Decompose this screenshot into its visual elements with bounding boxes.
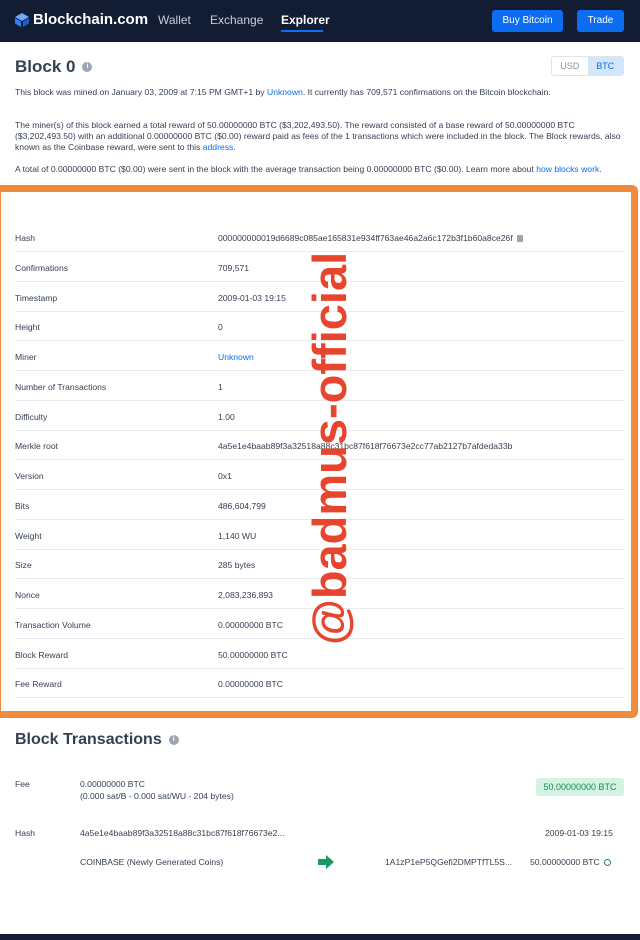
detail-row <box>15 668 624 698</box>
globe-icon <box>604 859 611 866</box>
detail-key: Number of Transactions <box>15 382 107 392</box>
detail-value: 0.00000000 BTC <box>218 679 283 689</box>
summary-text: This block was mined on January 03, 2009 at 7:15 PM GMT+1 by <box>15 87 267 97</box>
detail-value: 1,140 WU <box>218 531 257 541</box>
detail-key: Bits <box>15 501 30 511</box>
detail-key: Difficulty <box>15 412 48 422</box>
nav-link-explorer[interactable]: Explorer <box>281 13 330 27</box>
summary-text: A total of 0.00000000 BTC ($0.00) were sent in the block with the average transaction being 0.00000000 BTC ($0.00). Learn more about <box>15 164 537 174</box>
watermark-text: @badmus-official <box>303 251 356 645</box>
detail-value: 0x1 <box>218 471 232 481</box>
section-title: Block Transactions <box>15 731 162 748</box>
footer-bar <box>0 934 640 940</box>
detail-value: 1.00 <box>218 412 235 422</box>
detail-row-hash <box>15 222 624 252</box>
detail-value: 709,571 <box>218 263 250 273</box>
buy-bitcoin-button[interactable]: Buy Bitcoin <box>492 10 563 32</box>
info-icon[interactable]: i <box>169 735 179 745</box>
nav-link-wallet[interactable]: Wallet <box>158 13 191 27</box>
block-transactions-heading <box>15 731 179 749</box>
active-tab-indicator <box>281 30 323 32</box>
logo[interactable] <box>15 11 148 28</box>
summary-text: The miner(s) of this block earned a total reward of 50.00000000 BTC ($3,202,493.50). The reward consisted of a base reward of 50.00000000 BTC ($3,202,493.50) with an additional 0.00000000 BTC ($0.00) reward paid as fees of the 1 transactions which were included in the block. The Block rewards, also known as the Coinbase reward, were sent to this <box>15 120 621 152</box>
logo-text: Blockchain.com <box>33 11 149 28</box>
summary-text: . <box>233 142 236 152</box>
address-link[interactable]: address <box>202 142 234 152</box>
detail-key: Timestamp <box>15 293 58 303</box>
total-amount-badge: 50.00000000 BTC <box>536 778 624 796</box>
detail-key: Size <box>15 560 32 570</box>
how-blocks-work-link[interactable]: how blocks work <box>536 164 600 174</box>
trade-button[interactable]: Trade <box>577 10 624 32</box>
detail-value: 4a5e1e4baab89f3a32518a88c31bc87f618f76673e2cc77ab2127b7afdeda33b <box>218 441 513 451</box>
detail-value <box>218 233 523 243</box>
blockchain-logo-icon <box>15 13 29 27</box>
miner-link[interactable]: Unknown <box>266 87 303 97</box>
transaction-time: 2009-01-03 19:15 <box>545 828 613 838</box>
fee-value: 0.00000000 BTC <box>80 779 145 789</box>
detail-key: Block Reward <box>15 650 69 660</box>
summary-text: . It currently has 709,571 confirmations on the Bitcoin blockchain. <box>302 87 551 97</box>
detail-value: 486,604,799 <box>218 501 266 511</box>
fee-label: Fee <box>15 779 30 789</box>
output-address-link[interactable]: 1A1zP1eP5QGefi2DMPTfTL5S... <box>385 857 513 867</box>
detail-key: Merkle root <box>15 441 58 451</box>
detail-key: Nonce <box>15 590 40 600</box>
detail-key: Fee Reward <box>15 679 62 689</box>
detail-key: Height <box>15 322 40 332</box>
hash-label: Hash <box>15 828 36 838</box>
summary-paragraph-3 <box>15 164 625 175</box>
detail-key: Hash <box>15 233 36 243</box>
summary-paragraph-2 <box>15 120 625 153</box>
detail-value: 50.00000000 BTC <box>218 650 288 660</box>
detail-key: Confirmations <box>15 263 69 273</box>
top-nav <box>0 0 640 42</box>
detail-value: 2,083,236,893 <box>218 590 273 600</box>
detail-value: 0.00000000 BTC <box>218 620 283 630</box>
page-title <box>15 57 92 77</box>
fee-detail: (0.000 sat/B - 0.000 sat/WU - 204 bytes) <box>80 791 234 801</box>
coinbase-input: COINBASE (Newly Generated Coins) <box>80 857 224 867</box>
info-icon[interactable]: i <box>82 62 92 72</box>
currency-usd-option[interactable]: USD <box>560 61 580 71</box>
detail-value: 1 <box>218 382 223 392</box>
hash-value: 000000000019d6689c085ae165831e934ff763ae46a2a6c172b3f1b60a8ce26f <box>218 233 513 243</box>
miner-value-link[interactable]: Unknown <box>218 352 254 362</box>
summary-text: . <box>599 164 602 174</box>
block-title: Block 0 <box>15 57 76 76</box>
detail-key: Transaction Volume <box>15 620 91 630</box>
detail-key: Version <box>15 471 44 481</box>
detail-key: Weight <box>15 531 42 541</box>
copy-icon[interactable] <box>517 235 523 242</box>
currency-toggle <box>551 56 624 76</box>
summary-paragraph-1 <box>15 87 625 98</box>
detail-value: 0 <box>218 322 223 332</box>
output-amount <box>530 857 611 867</box>
currency-btc-option[interactable]: BTC <box>588 57 624 75</box>
transaction-hash-link[interactable]: 4a5e1e4baab89f3a32518a88c31bc87f618f76673e2... <box>80 828 285 838</box>
detail-value: 2009-01-03 19:15 <box>218 293 286 303</box>
arrow-right-icon <box>318 855 334 869</box>
detail-key: Miner <box>15 352 37 362</box>
output-amount-value: 50.00000000 BTC <box>530 857 600 867</box>
nav-link-exchange[interactable]: Exchange <box>210 13 264 27</box>
detail-value: 285 bytes <box>218 560 256 570</box>
